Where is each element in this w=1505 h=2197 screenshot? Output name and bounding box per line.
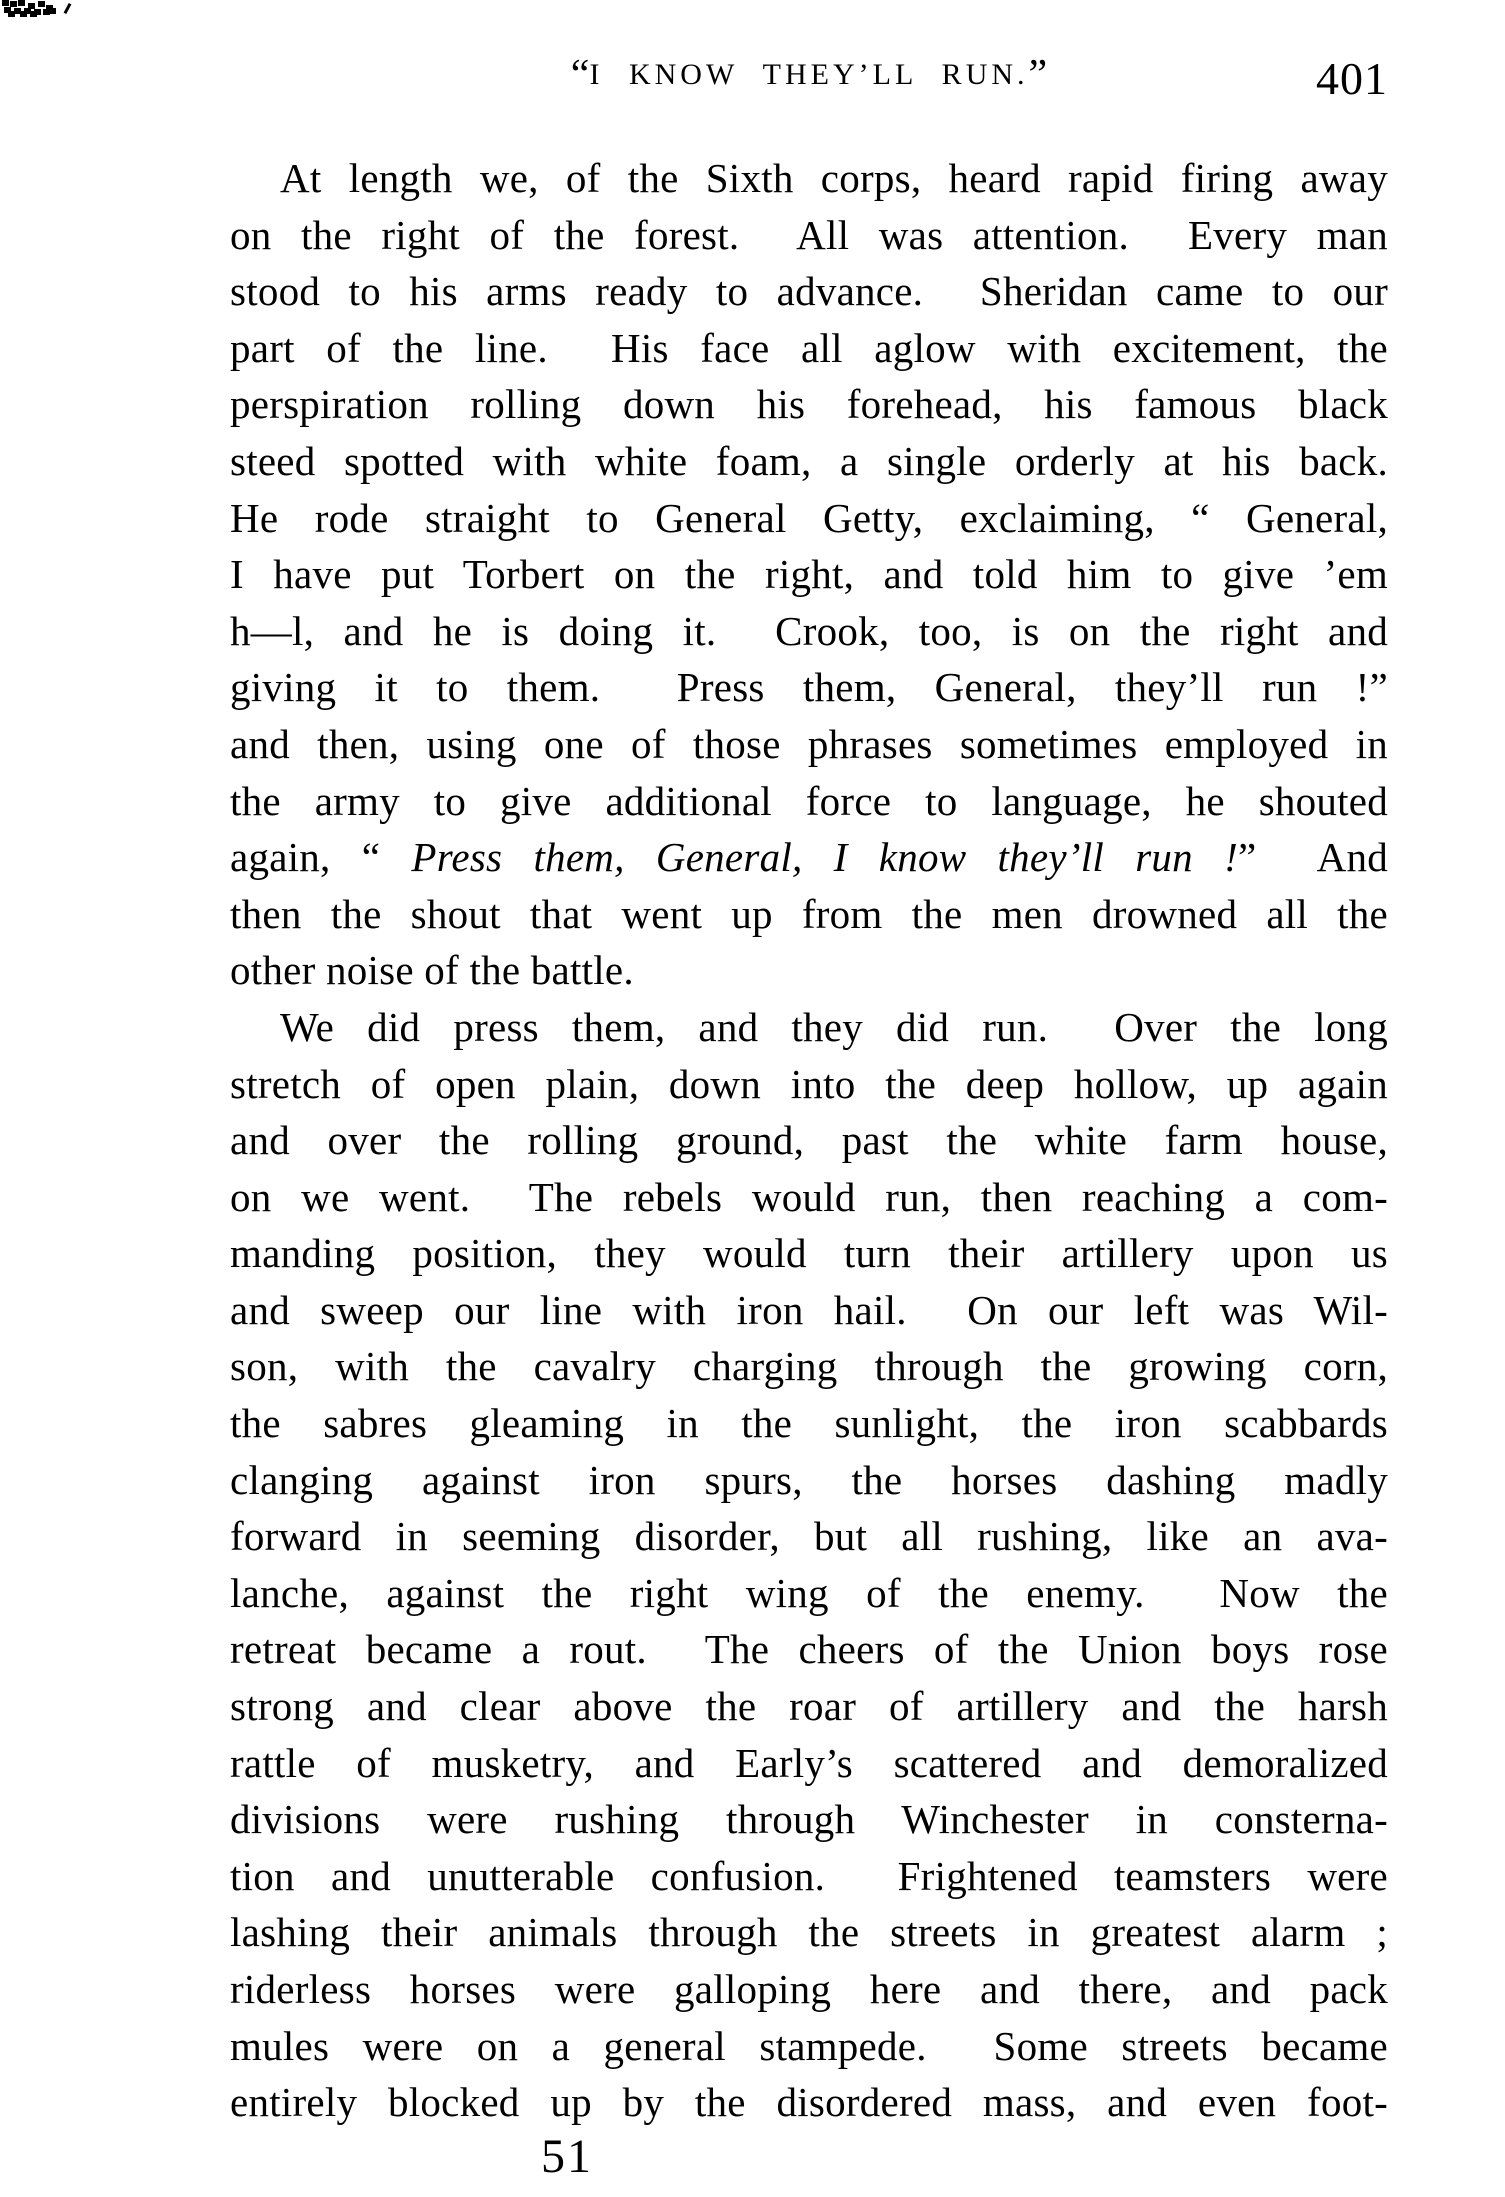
- text-segment: stood to his arms ready to advance. Sheridan came to our: [230, 268, 1388, 315]
- text-line: [230, 886, 1388, 943]
- text-segment: steed spotted with white foam, a single orderly at his back.: [230, 437, 1388, 484]
- running-header: [230, 52, 1388, 112]
- text-line: [230, 1621, 1388, 1678]
- text-line: [230, 1225, 1388, 1282]
- text-segment: At length we, of the Sixth corps, heard rapid firing away: [280, 155, 1388, 201]
- text-segment: riderless horses were galloping here and there, and pack: [230, 1966, 1388, 2012]
- text-line: [230, 320, 1388, 377]
- italic-text-segment: Press them, General, I know they’ll run !: [411, 834, 1239, 881]
- open-quote: “: [570, 52, 590, 98]
- text-segment: forward in seeming disorder, but all rushing, like an ava-: [230, 1513, 1388, 1560]
- text-line: [230, 1735, 1388, 1792]
- text-line: [230, 1848, 1388, 1905]
- ink-tick-artifact: [64, 3, 72, 14]
- text-line: [230, 490, 1388, 547]
- text-line: [230, 1338, 1388, 1395]
- text-line: [230, 773, 1388, 830]
- text-line: [230, 433, 1388, 490]
- text-line: [230, 2018, 1388, 2075]
- text-line: [230, 1169, 1388, 1226]
- text-line: [230, 1791, 1388, 1848]
- text-line: [230, 999, 1388, 1056]
- text-line: [230, 150, 1388, 207]
- text-segment: We did press them, and they did run. Over the long: [280, 1003, 1388, 1050]
- text-segment: and then, using one of those phrases sometimes employed in: [230, 720, 1388, 767]
- text-segment: on the right of the forest. All was attention. Every man: [230, 211, 1388, 258]
- text-segment: giving it to them. Press them, General, they’ll run !”: [230, 664, 1388, 711]
- text-line: [230, 1395, 1388, 1452]
- text-segment: strong and clear above the roar of artillery and the harsh: [230, 1683, 1388, 1730]
- text-line: [230, 2074, 1388, 2131]
- text-line: [230, 659, 1388, 716]
- text-line: [230, 263, 1388, 320]
- text-segment: rattle of musketry, and Early’s scattered and demoralized: [230, 1739, 1388, 1786]
- text-segment: son, with the cavalry charging through the growing corn,: [230, 1343, 1388, 1390]
- text-line: [230, 942, 1388, 999]
- text-segment: and sweep our line with iron hail. On our left was Wil-: [230, 1286, 1388, 1333]
- text-line: [230, 1508, 1388, 1565]
- text-segment: stretch of open plain, down into the deep hollow, up again: [230, 1060, 1388, 1107]
- text-segment: I have put Torbert on the right, and told him to give ’em: [230, 551, 1388, 598]
- text-segment: and over the rolling ground, past the white farm house,: [230, 1117, 1388, 1164]
- text-segment: clanging against iron spurs, the horses dashing madly: [230, 1456, 1388, 1503]
- text-segment: ” And: [1238, 834, 1389, 881]
- text-line: [230, 1112, 1388, 1169]
- text-line: [230, 1904, 1388, 1961]
- text-line: [230, 376, 1388, 433]
- text-segment: part of the line. His face all aglow with excitement, the: [230, 324, 1388, 371]
- text-line: [230, 603, 1388, 660]
- text-line: [230, 1961, 1388, 2018]
- text-segment: lanche, against the right wing of the enemy. Now the: [230, 1569, 1388, 1616]
- text-segment: manding position, they would turn their artillery upon us: [230, 1230, 1388, 1277]
- text-segment: then the shout that went up from the men drowned all the: [230, 890, 1388, 937]
- text-line: [230, 716, 1388, 773]
- text-segment: h—l, and he is doing it. Crook, too, is on the right and: [230, 607, 1388, 654]
- text-segment: the sabres gleaming in the sunlight, the iron scabbards: [230, 1400, 1388, 1447]
- text-segment: lashing their animals through the streets in greatest alarm ;: [230, 1909, 1388, 1956]
- close-quote: ”: [1028, 52, 1048, 98]
- text-segment: tion and unutterable confusion. Frightened teamsters were: [230, 1852, 1388, 1899]
- text-segment: perspiration rolling down his forehead, his famous black: [230, 381, 1388, 428]
- page-body: [230, 150, 1388, 2131]
- text-line: [230, 1056, 1388, 1113]
- text-segment: He rode straight to General Getty, exclaiming, “ General,: [230, 494, 1388, 541]
- printer-signature: 51: [541, 2130, 593, 2183]
- text-line: [230, 207, 1388, 264]
- text-segment: retreat became a rout. The cheers of the Union boys rose: [230, 1626, 1388, 1673]
- text-segment: the army to give additional force to language, he shouted: [230, 777, 1388, 824]
- text-segment: mules were on a general stampede. Some streets became: [230, 2022, 1388, 2069]
- text-line: [230, 1678, 1388, 1735]
- page-number: 401: [1316, 53, 1388, 104]
- text-line: [230, 546, 1388, 603]
- text-line: [230, 1565, 1388, 1622]
- text-segment: on we went. The rebels would run, then reaching a com-: [230, 1173, 1388, 1220]
- text-segment: divisions were rushing through Winchester in consterna-: [230, 1796, 1388, 1843]
- text-segment: entirely blocked up by the disordered mass, and even foot-: [230, 2079, 1388, 2126]
- text-segment: again, “: [230, 834, 412, 881]
- running-title-text: I KNOW THEY’LL RUN.: [589, 58, 1029, 91]
- text-line: [230, 1452, 1388, 1509]
- ink-smudge-artifact: [2, 0, 9, 6]
- text-line: [230, 1282, 1388, 1339]
- text-line: [230, 829, 1388, 886]
- chapter-running-title: [230, 52, 1388, 98]
- text-segment: other noise of the battle.: [230, 947, 634, 994]
